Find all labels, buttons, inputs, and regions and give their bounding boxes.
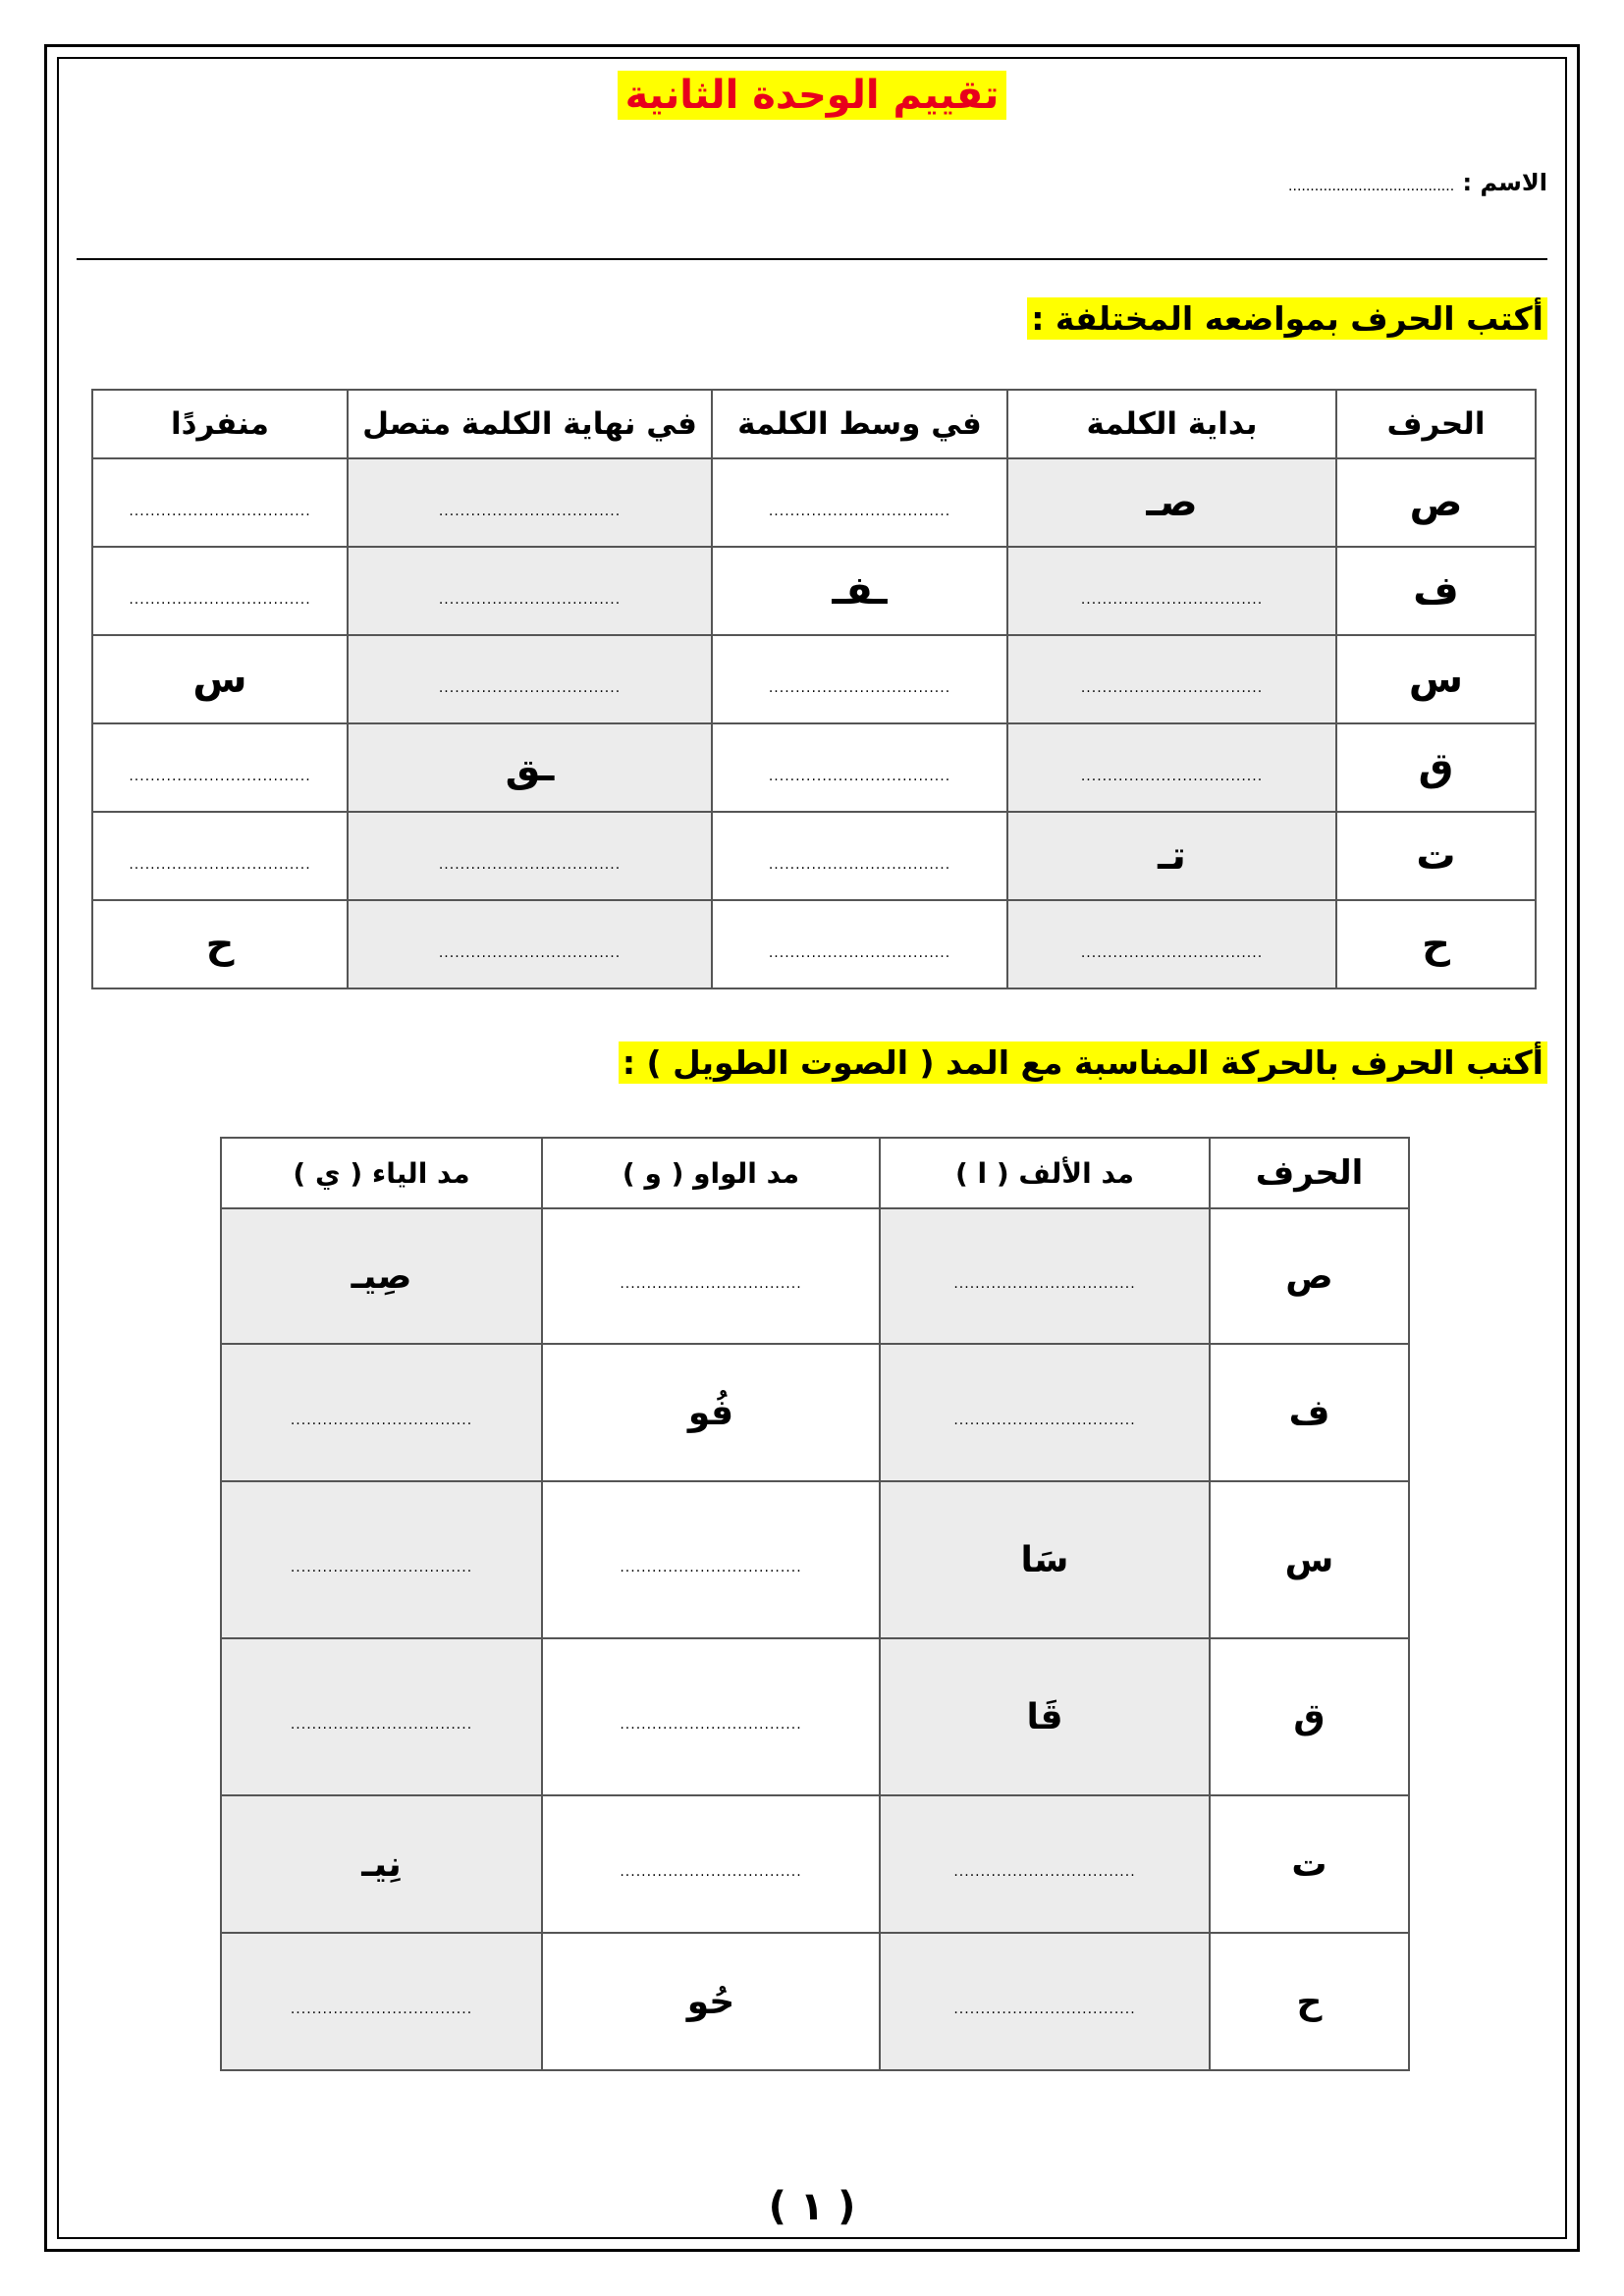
blank-dots: .................................. xyxy=(768,680,951,696)
letter-cell: ص xyxy=(1210,1208,1409,1344)
answer-cell[interactable] xyxy=(92,547,348,635)
table-row xyxy=(92,812,1536,900)
answer-cell[interactable] xyxy=(1007,547,1336,635)
blank-dots: .................................. xyxy=(953,1412,1136,1428)
col-header-ya: مد الياء ( ي ) xyxy=(221,1138,542,1208)
answer-cell: سَا xyxy=(880,1481,1210,1638)
answer-cell[interactable] xyxy=(542,1208,880,1344)
section1-heading-wrap xyxy=(1027,299,1547,338)
blank-dots: .................................. xyxy=(438,504,622,519)
letter-cell: ت xyxy=(1210,1795,1409,1933)
answer-cell[interactable] xyxy=(712,812,1007,900)
answer-cell: قَا xyxy=(880,1638,1210,1795)
answer-cell[interactable] xyxy=(712,458,1007,547)
answer-cell[interactable] xyxy=(92,723,348,812)
section1-heading: أكتب الحرف بمواضعه المختلفة : xyxy=(1027,297,1547,340)
divider xyxy=(77,258,1547,260)
blank-dots: .................................. xyxy=(768,857,951,873)
blank-dots: .................................. xyxy=(438,945,622,961)
letter-cell: ت xyxy=(1336,812,1536,900)
letter-cell: ق xyxy=(1210,1638,1409,1795)
section2-heading: أكتب الحرف بالحركة المناسبة مع المد ( الصوت الطويل ) : xyxy=(619,1041,1547,1084)
col-header-letter: الحرف xyxy=(1336,390,1536,458)
col-header-isolated: منفردًا xyxy=(92,390,348,458)
answer-cell[interactable] xyxy=(1007,900,1336,988)
blank-dots: .................................. xyxy=(1080,680,1264,696)
answer-cell[interactable] xyxy=(542,1481,880,1638)
answer-cell: س xyxy=(92,635,348,723)
letter-cell: ح xyxy=(1210,1933,1409,2070)
answer-cell: حُو xyxy=(542,1933,880,2070)
page-title: تقييم الوحدة الثانية xyxy=(618,71,1007,120)
blank-dots: .................................. xyxy=(1080,945,1264,961)
table-header-row xyxy=(92,390,1536,458)
answer-cell[interactable] xyxy=(348,900,712,988)
letter-cell: ح xyxy=(1336,900,1536,988)
letter-cell: ف xyxy=(1210,1344,1409,1481)
answer-cell[interactable] xyxy=(1007,635,1336,723)
table-row xyxy=(92,723,1536,812)
answer-cell[interactable] xyxy=(348,547,712,635)
table-row xyxy=(221,1933,1409,2070)
name-blank[interactable]: ...................................... xyxy=(1288,179,1455,194)
table-row xyxy=(221,1208,1409,1344)
col-header-middle: في وسط الكلمة xyxy=(712,390,1007,458)
answer-cell: ـق xyxy=(348,723,712,812)
answer-cell[interactable] xyxy=(712,723,1007,812)
answer-cell[interactable] xyxy=(542,1638,880,1795)
page-number: ( ١ ) xyxy=(768,2184,856,2229)
answer-cell[interactable] xyxy=(1007,723,1336,812)
blank-dots: .................................. xyxy=(129,857,311,873)
answer-cell: ح xyxy=(92,900,348,988)
table-row xyxy=(92,458,1536,547)
answer-cell[interactable] xyxy=(348,635,712,723)
answer-cell[interactable] xyxy=(348,458,712,547)
answer-cell[interactable] xyxy=(880,1795,1210,1933)
answer-cell[interactable] xyxy=(92,458,348,547)
blank-dots: .................................. xyxy=(438,857,622,873)
table-row xyxy=(92,635,1536,723)
col-header-start: بداية الكلمة xyxy=(1007,390,1336,458)
answer-cell[interactable] xyxy=(92,812,348,900)
blank-dots: .................................. xyxy=(768,945,951,961)
long-vowel-table xyxy=(220,1137,1410,2071)
answer-cell: نِيـ xyxy=(221,1795,542,1933)
blank-dots: .................................. xyxy=(768,504,951,519)
table-row xyxy=(221,1795,1409,1933)
answer-cell[interactable] xyxy=(221,1933,542,2070)
letter-cell: س xyxy=(1210,1481,1409,1638)
answer-cell[interactable] xyxy=(880,1208,1210,1344)
blank-dots: .................................. xyxy=(1080,592,1264,608)
blank-dots: .................................. xyxy=(290,1412,473,1428)
answer-cell[interactable] xyxy=(221,1638,542,1795)
letter-cell: س xyxy=(1336,635,1536,723)
blank-dots: .................................. xyxy=(1080,769,1264,784)
letter-positions-table xyxy=(91,389,1537,989)
answer-cell[interactable] xyxy=(880,1344,1210,1481)
answer-cell[interactable] xyxy=(712,635,1007,723)
answer-cell: تـ xyxy=(1007,812,1336,900)
answer-cell[interactable] xyxy=(542,1795,880,1933)
col-header-alef: مد الألف ( ا ) xyxy=(880,1138,1210,1208)
table-row xyxy=(221,1481,1409,1638)
answer-cell: صـ xyxy=(1007,458,1336,547)
answer-cell[interactable] xyxy=(348,812,712,900)
blank-dots: .................................. xyxy=(620,1716,802,1733)
answer-cell[interactable] xyxy=(221,1481,542,1638)
blank-dots: .................................. xyxy=(129,504,311,519)
blank-dots: .................................. xyxy=(290,2001,473,2017)
blank-dots: .................................. xyxy=(438,592,622,608)
blank-dots: .................................. xyxy=(953,1275,1136,1292)
col-header-end: في نهاية الكلمة متصل xyxy=(348,390,712,458)
answer-cell: ـفـ xyxy=(712,547,1007,635)
blank-dots: .................................. xyxy=(953,1863,1136,1880)
answer-cell[interactable] xyxy=(221,1344,542,1481)
letter-cell: ص xyxy=(1336,458,1536,547)
table-row xyxy=(92,547,1536,635)
blank-dots: .................................. xyxy=(290,1716,473,1733)
letter-cell: ق xyxy=(1336,723,1536,812)
section2-heading-wrap xyxy=(619,1043,1547,1082)
col-header-waw: مد الواو ( و ) xyxy=(542,1138,880,1208)
blank-dots: .................................. xyxy=(129,592,311,608)
letter-cell: ف xyxy=(1336,547,1536,635)
name-label: الاسم : xyxy=(1462,169,1547,196)
answer-cell[interactable] xyxy=(880,1933,1210,2070)
blank-dots: .................................. xyxy=(953,2001,1136,2017)
answer-cell[interactable] xyxy=(712,900,1007,988)
answer-cell: صِيـ xyxy=(221,1208,542,1344)
name-line xyxy=(1288,169,1547,196)
blank-dots: .................................. xyxy=(438,680,622,696)
blank-dots: .................................. xyxy=(290,1559,473,1575)
col-header-letter: الحرف xyxy=(1210,1138,1409,1208)
table-header-row xyxy=(221,1138,1409,1208)
answer-cell: فُو xyxy=(542,1344,880,1481)
table-row xyxy=(92,900,1536,988)
page-title-wrap xyxy=(0,73,1624,118)
blank-dots: .................................. xyxy=(768,769,951,784)
blank-dots: .................................. xyxy=(620,1275,802,1292)
blank-dots: .................................. xyxy=(129,769,311,784)
table-row xyxy=(221,1638,1409,1795)
blank-dots: .................................. xyxy=(620,1559,802,1575)
blank-dots: .................................. xyxy=(620,1863,802,1880)
table-row xyxy=(221,1344,1409,1481)
